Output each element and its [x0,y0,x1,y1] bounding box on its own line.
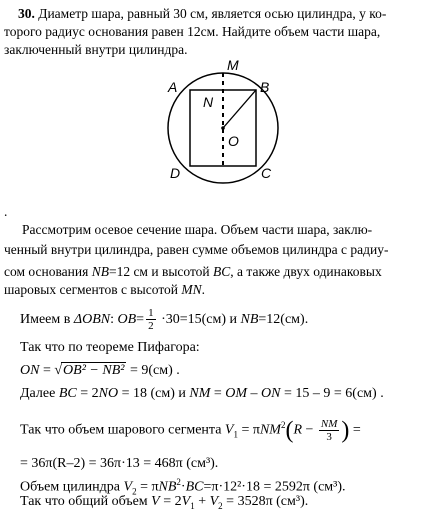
label-o: O [228,133,239,149]
problem-text-1: Диаметр шара, равный 30 см, является осью цилиндра, у ко- [38,6,387,21]
step-triangle: Имеем в ΔOBN: OB= $\frac{1}{2}$ ·30=15(см) и NB=12(см). [20,307,309,333]
fraction-one-half: $\frac{1}{2}$ [148,307,154,333]
step-total-volume: Так что общий объем $V = 2V_1 + V_2 = 3528\pi$ (см³). [20,494,309,511]
label-m: M [227,60,239,73]
solution-line-2: ченный внутри цилиндра, равен сумме объемов цилиндра с радиу- [4,242,389,257]
label-d: D [170,165,181,181]
step-segment-volume: Так что объем шарового сегмента $V_1 = \pi NM^2(R$ − $\frac{NM}{3}$ ) = [20,417,361,444]
label-a: A [168,79,178,95]
problem-line-1 [18,6,386,22]
problem-line-3: заключенный внутри цилиндра. [4,42,188,57]
radius-ob [223,90,256,128]
label-b: B [260,79,270,95]
label-n: N [203,94,214,110]
step-bc-nm: Далее BC = 2NO = 18 (см) и NM = OM – ON = 15 – 9 = 6(см) . [20,386,384,401]
problem-line-2: торого радиус основания равен 12см. Найдите объем части шара, [4,24,381,39]
problem-number: 30. [18,6,35,21]
step-pythagoras-intro: Так что по теореме Пифагора: [20,340,200,355]
label-c: C [261,165,272,181]
step-cylinder-volume: Объем цилиндра $V_2 = \pi NB^2\cdot BC=\pi\cdot 12^2\cdot 18 = 2592\pi$ (см³). [20,477,346,497]
sphere-cylinder-diagram [158,60,288,184]
solution-line-4: шаровых сегментов с высотой MN. [4,282,206,297]
fraction-nm-over-3: $\frac{NM}{3}$ [320,417,338,443]
solution-line-1: Рассмотрим осевое сечение шара. Объем части шара, заклю- [22,222,373,237]
solution-line-3: сом основания NB=12 см и высотой BC, а также двух одинаковых [4,264,382,279]
step-on-value: ON = √OB² − NB² = 9(см) . [20,363,180,378]
center-point [221,126,225,130]
stray-dot: . [4,204,8,219]
step-segment-result: = 36π(R–2) = 36π·13 = 468π (см³). [20,456,219,471]
